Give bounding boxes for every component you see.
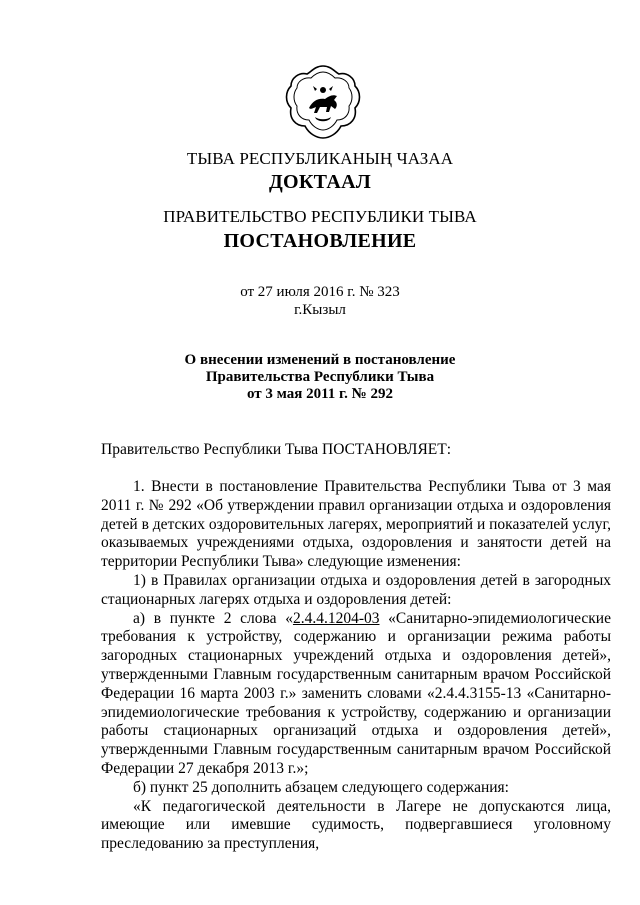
document-title [0, 352, 640, 403]
doc-type-russian: ПОСТАНОВЛЕНИЕ [223, 230, 417, 252]
paragraph-3 [101, 610, 611, 779]
title-line-3: от 3 мая 2011 г. № 292 [246, 386, 393, 402]
republic-name-russian: ПРАВИТЕЛЬСТВО РЕСПУБЛИКИ ТЫВА [163, 207, 477, 226]
standard-link[interactable]: 2.4.4.1204-03 [292, 609, 380, 627]
city: г.Кызыл [294, 302, 346, 318]
republic-name-tuvan: ТЫВА РЕСПУБЛИКАНЫҢ ЧАЗАА [186, 149, 454, 168]
paragraph-5: «К педагогической деятельности в Лагере не допускаются лица, имеющие или имевшие судимость, подвергавшиеся уголовному преследованию за преступления, [101, 797, 611, 853]
paragraph-3-start: а) в пункте 2 слова « [133, 609, 293, 627]
paragraph-3-end: «Санитарно-эпидемиологические требования к устройству, содержанию и организации режима работы загородных стационарных учреждений отдыха и оздоровления детей», утвержденными Главным государственным санитарным врачом Российской Федерации 16 марта 2003 г.» заменить словами «2.4.4.3155-13 «Санитарно-эпидемиологические требования к устройству, содержанию и организации работы стационарных организаций отдыха и оздоровления детей», утвержденными Главным государственным санитарным врачом Российской Федерации 27 декабря 2013 г.»; [101, 609, 611, 777]
coat-of-arms-emblem [283, 62, 363, 142]
title-line-1: О внесении изменений в постановление [184, 352, 456, 368]
paragraph-2: 1) в Правилах организации отдыха и оздоровления детей в загородных стационарных лагерях отдыха и оздоровления детей: [101, 571, 611, 608]
paragraph-4: б) пункт 25 дополнить абзацем следующего содержания: [133, 778, 509, 796]
paragraph-1: 1. Внести в постановление Правительства Республики Тыва от 3 мая 2011 г. № 292 «Об утверждении правил организации отдыха и оздоровления детей в детских оздоровительных лагерях, мероприятий и показателей услуг, оказываемых учреждениями отдыха, оздоровления и занятости детей на территории Республики Тыва» следующие изменения: [101, 478, 611, 571]
doc-type-tuvan: ДОКТААЛ [268, 171, 372, 193]
preamble: Правительство Республики Тыва ПОСТАНОВЛЯЕТ: [101, 441, 452, 458]
title-line-2: Правительства Республики Тыва [205, 369, 435, 385]
date-number: от 27 июля 2016 г. № 323 [240, 284, 400, 300]
document-body [101, 478, 611, 854]
